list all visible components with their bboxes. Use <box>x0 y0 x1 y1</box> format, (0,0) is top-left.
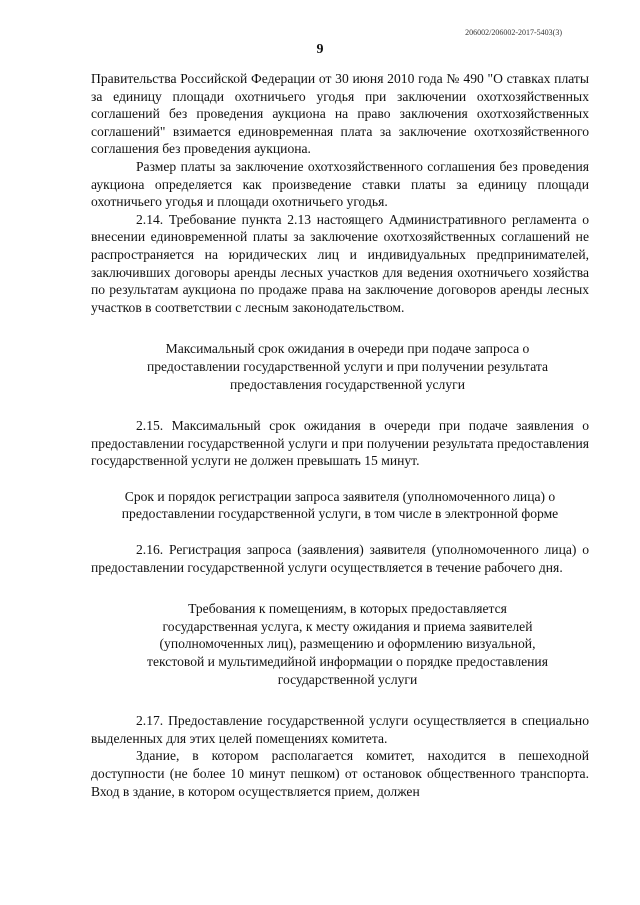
paragraph-2-14: 2.14. Требование пункта 2.13 настоящего Административного регламента о внесении единовременной платы за заключение охотхозяйственных соглашений не распространяется на юридических лиц и индивидуальных предпринимателей, заключивших договоры аренды лесных участков для ведения охотничьего хозяйства по результатам аукциона по продаже права на заключение договоров аренды лесных участков в соответствии с лесным законодательством. <box>91 211 589 315</box>
section-heading-premises: Требования к помещениям, в которых предоставляется государственная услуга, к месту ожидания и приема заявителей (уполномоченных лиц), размещению и оформлению визуальной, текстовой и мультимедийной информации о порядке предоставления государственной услуги <box>147 601 548 687</box>
document-body <box>91 70 589 800</box>
document-id: 206002/206002-2017-5403(3) <box>465 28 562 37</box>
page-number: 9 <box>316 42 324 57</box>
section-heading-queue-time: Максимальный срок ожидания в очереди при подаче запроса о предоставлении государственной услуги и при получении результата предоставления государственной услуги <box>146 341 549 392</box>
paragraph-building: Здание, в котором располагается комитет, находится в пешеходной доступности (не более 10 минут пешком) от остановок общественного транспорта. Вход в здание, в котором осуществляется прием, должен <box>91 748 589 799</box>
paragraph-2-17: 2.17. Предоставление государственной услуги осуществляется в специально выделенных для этих целей помещениях комитета. <box>91 713 589 746</box>
paragraph-2-15: 2.15. Максимальный срок ожидания в очереди при подаче заявления о предоставлении государственной услуги и при получении результата предоставления государственной услуги не должен превышать 15 минут. <box>91 418 589 469</box>
paragraph-continuation: Правительства Российской Федерации от 30 июня 2010 года № 490 "О ставках платы за единицу площади охотничьего угодья при заключении охотхозяйственных соглашений без проведения аукциона на право заключения охотхозяйственных соглашений" взимается единовременная плата за заключение охотхозяйственного соглашения без проведения аукциона. <box>91 71 589 157</box>
section-heading-registration: Срок и порядок регистрации запроса заявителя (уполномоченного лица) о предоставлении государственной услуги, в том числе в электронной форме <box>121 488 559 522</box>
paragraph-fee-size: Размер платы за заключение охотхозяйственного соглашения без проведения аукциона определяется как произведение ставки платы за единицу площади охотничьего угодья и площади охотничьего угодья. <box>91 158 589 210</box>
paragraph-2-16: 2.16. Регистрация запроса (заявления) заявителя (уполномоченного лица) о предоставлении государственной услуги осуществляется в течение рабочего дня. <box>91 542 589 575</box>
